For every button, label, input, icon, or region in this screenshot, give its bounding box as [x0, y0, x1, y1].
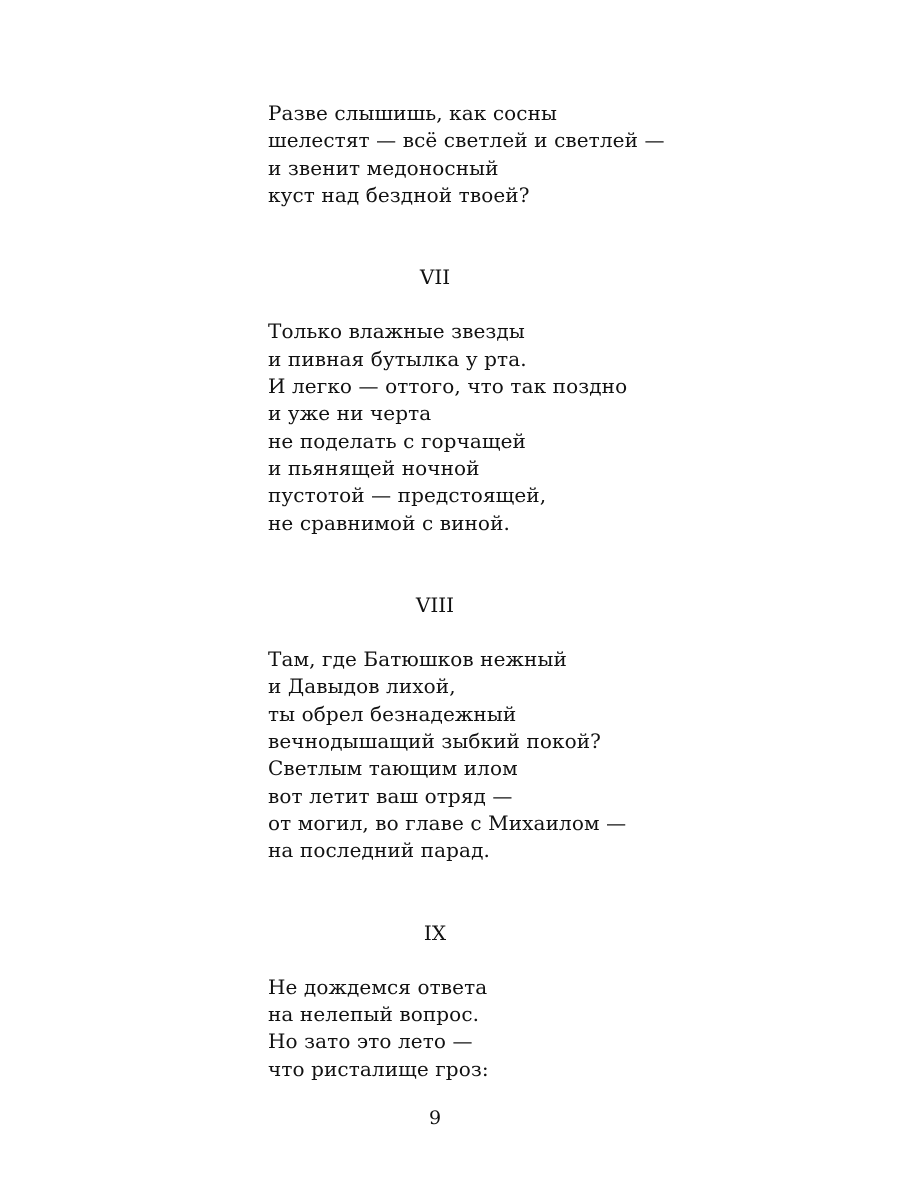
verse-line: Не дождемся ответа [268, 974, 488, 999]
verse-line: и Давыдов лихой, [268, 674, 456, 699]
section-viii-stanza [268, 646, 688, 864]
section-numeral-viii: VIII [415, 592, 455, 617]
verse-line: Светлым тающим илом [268, 756, 518, 781]
verse-line: что ристалище гроз: [268, 1056, 489, 1081]
verse-line: и уже ни черта [268, 401, 432, 426]
verse-line: Но зато это лето — [268, 1029, 473, 1054]
section-numeral-ix: IX [423, 920, 447, 945]
verse-line: вот летит ваш отряд — [268, 783, 513, 808]
verse-line: Разве слышишь, как сосны [268, 101, 558, 125]
verse-line: и пивная бутылка у рта. [268, 346, 527, 371]
section-numeral-vii: VII [419, 265, 451, 290]
verse-line: и пьянящей ночной [268, 455, 480, 480]
verse-line: шелестят — всё светлей и светлей — [268, 128, 665, 153]
verse-line: Там, где Батюшков нежный [268, 647, 567, 672]
verse-line: ты обрел безнадежный [268, 701, 517, 726]
poem-text-column [268, 100, 688, 1083]
verse-line: не поделать с горчащей [268, 428, 526, 453]
verse-line: от могил, во главе с Михаилом — [268, 810, 627, 835]
verse-line: на нелепый вопрос. [268, 1002, 480, 1027]
opening-stanza [268, 100, 688, 209]
section-vii-stanza [268, 318, 688, 536]
section-ix-stanza [268, 974, 688, 1083]
verse-line: на последний парад. [268, 838, 490, 863]
verse-line: куст над бездной твоей? [268, 182, 530, 207]
verse-line: и звенит медоносный [268, 155, 499, 180]
verse-line: пустотой — предстоящей, [268, 483, 547, 508]
verse-line: не сравнимой с виной. [268, 510, 510, 535]
verse-line: вечнодышащий зыбкий покой? [268, 729, 602, 754]
page-number: 9 [428, 1107, 442, 1129]
verse-line: И легко — оттого, что так поздно [268, 374, 628, 399]
verse-line: Только влажные звезды [268, 319, 525, 344]
